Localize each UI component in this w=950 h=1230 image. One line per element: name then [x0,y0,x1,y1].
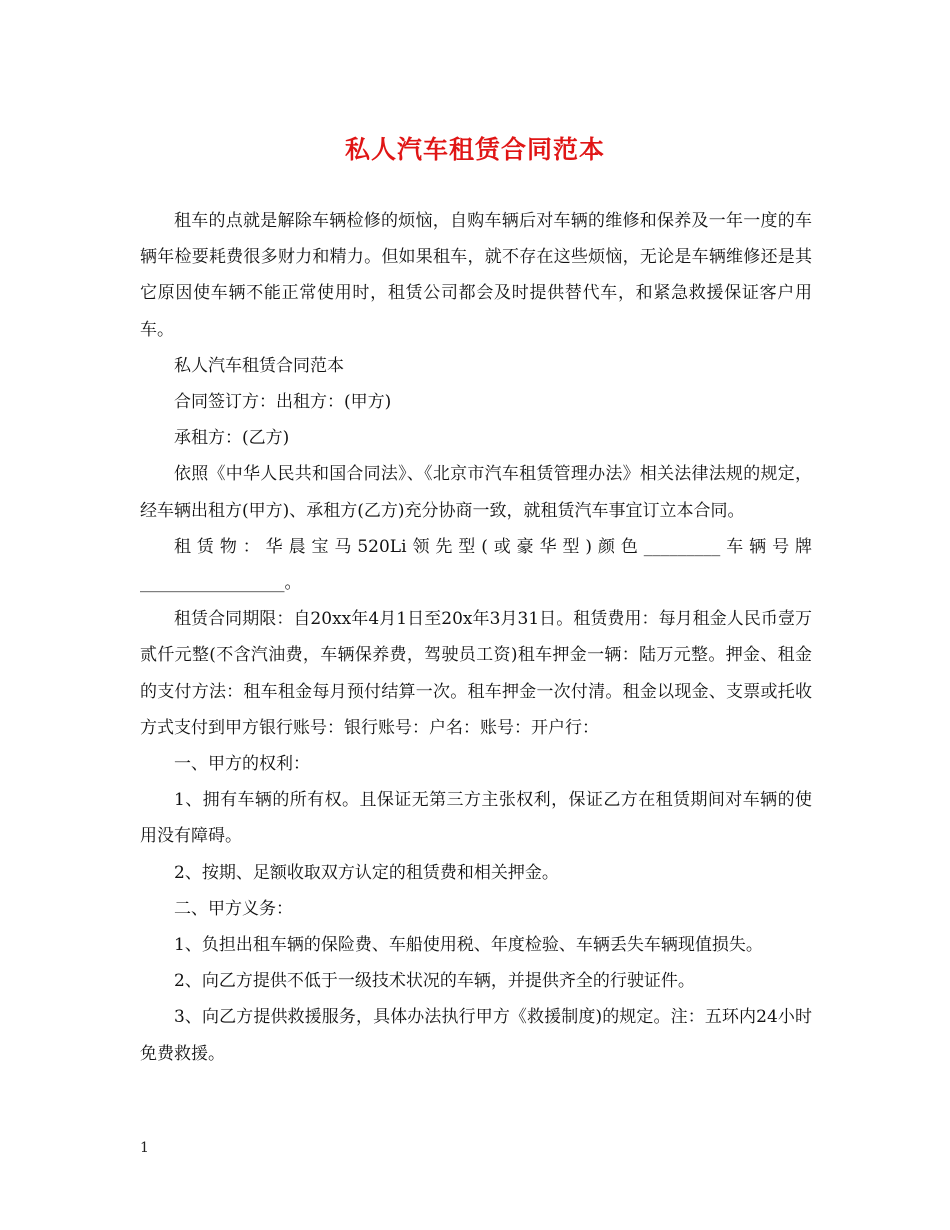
page-number: 1 [140,1140,149,1156]
paragraph-right-2: 2、按期、足额收取双方认定的租赁费和相关押金。 [174,862,559,883]
paragraph-term-fees: 租赁合同期限：自20xx年4月1日至20x年3月31日。租赁费用：每月租金人民币壹万贰仟元整(不含汽油费，车辆保养费，驾驶员工资)租车押金一辆：陆万元整。押金、租金的支付方法：租车租金每月预付结算一次。租车押金一次付清。租金以现金、支票或托收方式支付到甲方银行账号：银行账号：户名：账号：开户行： [140,609,812,738]
paragraph-duty-2: 2、向乙方提供不低于一级技术状况的车辆，并提供齐全的行驶证件。 [174,971,695,992]
paragraph-party-a: 合同签订方：出租方：(甲方) [174,392,392,413]
document-body [140,203,812,1072]
paragraph-legal-basis: 依照《中华人民共和国合同法》、《北京市汽车租赁管理办法》相关法律法规的规定，经车辆出租方(甲方)、承租方(乙方)充分协商一致，就租赁汽车事宜订立本合同。 [140,464,812,521]
paragraph-duty-1: 1、负担出租车辆的保险费、车船使用税、年度检验、车辆丢失车辆现值损失。 [174,935,763,956]
paragraph-subtitle: 私人汽车租赁合同范本 [174,355,344,376]
paragraph-party-b: 承租方：(乙方) [174,428,290,449]
paragraph-right-1: 1、拥有车辆的所有权。且保证无第三方主张权利，保证乙方在租赁期间对车辆的使用没有障碍。 [140,790,812,847]
paragraph-intro: 租车的点就是解除车辆检修的烦恼，自购车辆后对车辆的维修和保养及一年一度的车辆年检要耗费很多财力和精力。但如果租车，就不存在这些烦恼，无论是车辆维修还是其它原因使车辆不能正常使用时，租赁公司都会及时提供替代车，和紧急救援保证客户用车。 [140,211,812,340]
paragraph-section-rights: 一、甲方的权利： [174,754,310,775]
paragraph-duty-3: 3、向乙方提供救援服务，具体办法执行甲方《救援制度)的规定。注：五环内24小时免费救援。 [140,1007,812,1064]
paragraph-leased-item: 租赁物：华晨宝马520Li领先型(或豪华型)颜色_________车辆号牌_________________。 [140,536,812,594]
paragraph-section-duties: 二、甲方义务： [174,898,293,919]
document-title: 私人汽车租赁合同范本 [344,135,605,164]
